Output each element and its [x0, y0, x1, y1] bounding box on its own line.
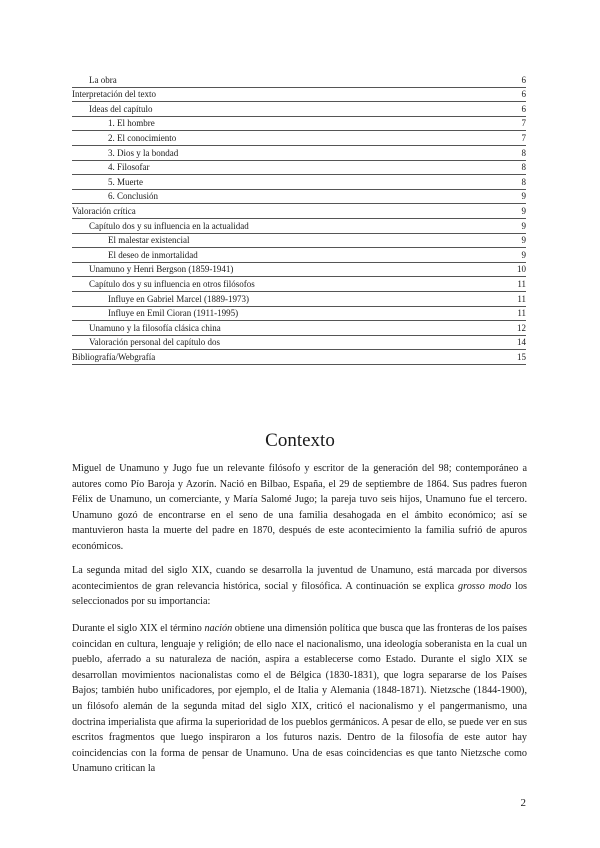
toc-entry-page: 14	[517, 337, 526, 348]
toc-entry[interactable]	[72, 161, 526, 176]
toc-entry[interactable]	[72, 102, 526, 117]
paragraph-3-text-a: Durante el siglo XIX el término	[72, 623, 205, 634]
toc-entry[interactable]	[72, 131, 526, 146]
toc-entry[interactable]	[72, 204, 526, 219]
toc-entry-page: 10	[517, 264, 526, 275]
toc-entry[interactable]	[72, 248, 526, 263]
toc-entry-page: 9	[521, 220, 526, 231]
toc-entry-title: Capítulo dos y su influencia en la actualidad	[89, 220, 249, 231]
toc-entry[interactable]	[72, 321, 526, 336]
toc-entry-title: 3. Dios y la bondad	[108, 147, 179, 158]
toc-entry[interactable]	[72, 175, 526, 190]
toc-entry-page: 15	[517, 351, 526, 362]
toc-entry[interactable]	[72, 263, 526, 278]
page-number: 2	[520, 797, 526, 809]
toc-entry-page: 11	[517, 293, 526, 304]
toc-entry-title: Valoración personal del capítulo dos	[89, 337, 220, 348]
table-of-contents	[72, 73, 526, 365]
toc-entry[interactable]	[72, 307, 526, 322]
paragraph-3	[72, 621, 527, 777]
paragraph-2-text-b: los seleccionados por su importancia:	[72, 580, 528, 608]
paragraph-2	[72, 563, 527, 610]
toc-entry[interactable]	[72, 73, 526, 88]
toc-entry-title: Interpretación del texto	[72, 89, 156, 100]
paragraph-3-emphasis: nación	[204, 623, 233, 634]
toc-entry[interactable]	[72, 292, 526, 307]
toc-entry-page: 7	[521, 118, 526, 129]
toc-entry-page: 12	[517, 322, 526, 333]
toc-entry-title: El malestar existencial	[108, 235, 190, 246]
toc-entry-title: 2. El conocimiento	[108, 132, 177, 143]
paragraph-2-emphasis: grosso modo	[458, 580, 512, 592]
toc-entry-page: 6	[521, 74, 526, 85]
toc-entry[interactable]	[72, 350, 526, 365]
toc-entry-title: Unamuno y Henri Bergson (1859-1941)	[89, 264, 234, 275]
toc-entry-page: 6	[521, 103, 526, 114]
toc-entry-page: 8	[521, 162, 526, 173]
toc-entry-title: Capítulo dos y su influencia en otros filósofos	[89, 278, 255, 289]
toc-entry[interactable]	[72, 277, 526, 292]
paragraph-3-text-b: obtiene una dimensión política que busca que las fronteras de los países coincidan en cultura, lenguaje y religión; de ello nace el nacionalismo, una ideología soberanista en la cual un pueblo, aferrado a su naturaleza de nación, aspira a establecerse como Estado. Durante el siglo XIX se desarrollan movimientos nacionalistas como el de Bélgica (1830-1831), que logra separarse de los Países Bajos; también hubo unificadores, por ejemplo, el de Italia y Alemania (1848-1871). Nietzsche (1844-1900), un filósofo alemán de la segunda mitad del siglo XIX, criticó el nacionalismo y el pangermanismo, una doctrina imperialista que afirma la superioridad de los pueblos germánicos. A pesar de ello, se puede ver en sus escritos fragmentos que luego inspiraron a los futuros nazis. Dentro de la filosofía de este autor hay coincidencias con la forma de pensar de Unamuno. Una de esas coincidencias es que tanto Nietzsche como Unamuno critican la	[72, 623, 528, 775]
toc-entry-page: 11	[517, 308, 526, 319]
toc-entry-title: Ideas del capítulo	[89, 103, 153, 114]
toc-entry-title: Unamuno y la filosofía clásica china	[89, 322, 221, 333]
toc-entry-page: 7	[521, 132, 526, 143]
toc-entry[interactable]	[72, 234, 526, 249]
toc-entry[interactable]	[72, 219, 526, 234]
toc-entry-page: 9	[521, 235, 526, 246]
paragraph-2-text-a: La segunda mitad del siglo XIX, cuando se desarrolla la juventud de Unamuno, está marcada por diversos acontecimientos de gran relevancia histórica, social y filosófica. A continuación se explica	[72, 565, 527, 592]
toc-entry-title: 4. Filosofar	[108, 162, 150, 173]
toc-entry-page: 9	[521, 205, 526, 216]
toc-entry-title: Valoración crítica	[72, 205, 136, 216]
toc-entry-page: 8	[521, 176, 526, 187]
toc-entry-page: 8	[521, 147, 526, 158]
toc-entry-page: 6	[521, 89, 526, 100]
toc-entry-title: 5. Muerte	[108, 176, 143, 187]
toc-entry-title: El deseo de inmortalidad	[108, 249, 198, 260]
toc-entry[interactable]	[72, 336, 526, 351]
toc-entry-title: Bibliografía/Webgrafía	[72, 351, 156, 362]
toc-entry-title: Influye en Gabriel Marcel (1889-1973)	[108, 293, 249, 304]
paragraph-1: Miguel de Unamuno y Jugo fue un relevante filósofo y escritor de la generación del 98; contemporáneo a autores como Pío Baroja y Azorín. Nació en Bilbao, España, el 29 de septiembre de 1864. Sus padres fueron Félix de Unamuno, un comerciante, y María Salomé Jugo; la pareja tuvo seis hijos, Unamuno fue el tercero. Unamuno gozó de encontrarse en el seno de una familia desahogada en el ámbito económico; así se mantuvieron hasta la muerte del padre en 1870, después de este acontecimiento la familia sufrió de apuros económicos.	[72, 463, 527, 552]
toc-entry-title: 1. El hombre	[108, 118, 155, 129]
toc-entry-title: Influye en Emil Cioran (1911-1995)	[108, 308, 239, 319]
toc-entry[interactable]	[72, 146, 526, 161]
toc-entry-page: 11	[517, 278, 526, 289]
toc-entry-page: 9	[521, 249, 526, 260]
toc-entry-title: 6. Conclusión	[108, 191, 159, 202]
toc-entry-page: 9	[521, 191, 526, 202]
toc-entry-title: La obra	[89, 74, 117, 85]
toc-entry[interactable]	[72, 190, 526, 205]
section-heading: Contexto	[265, 430, 335, 451]
toc-entry[interactable]	[72, 88, 526, 103]
toc-entry[interactable]	[72, 117, 526, 132]
